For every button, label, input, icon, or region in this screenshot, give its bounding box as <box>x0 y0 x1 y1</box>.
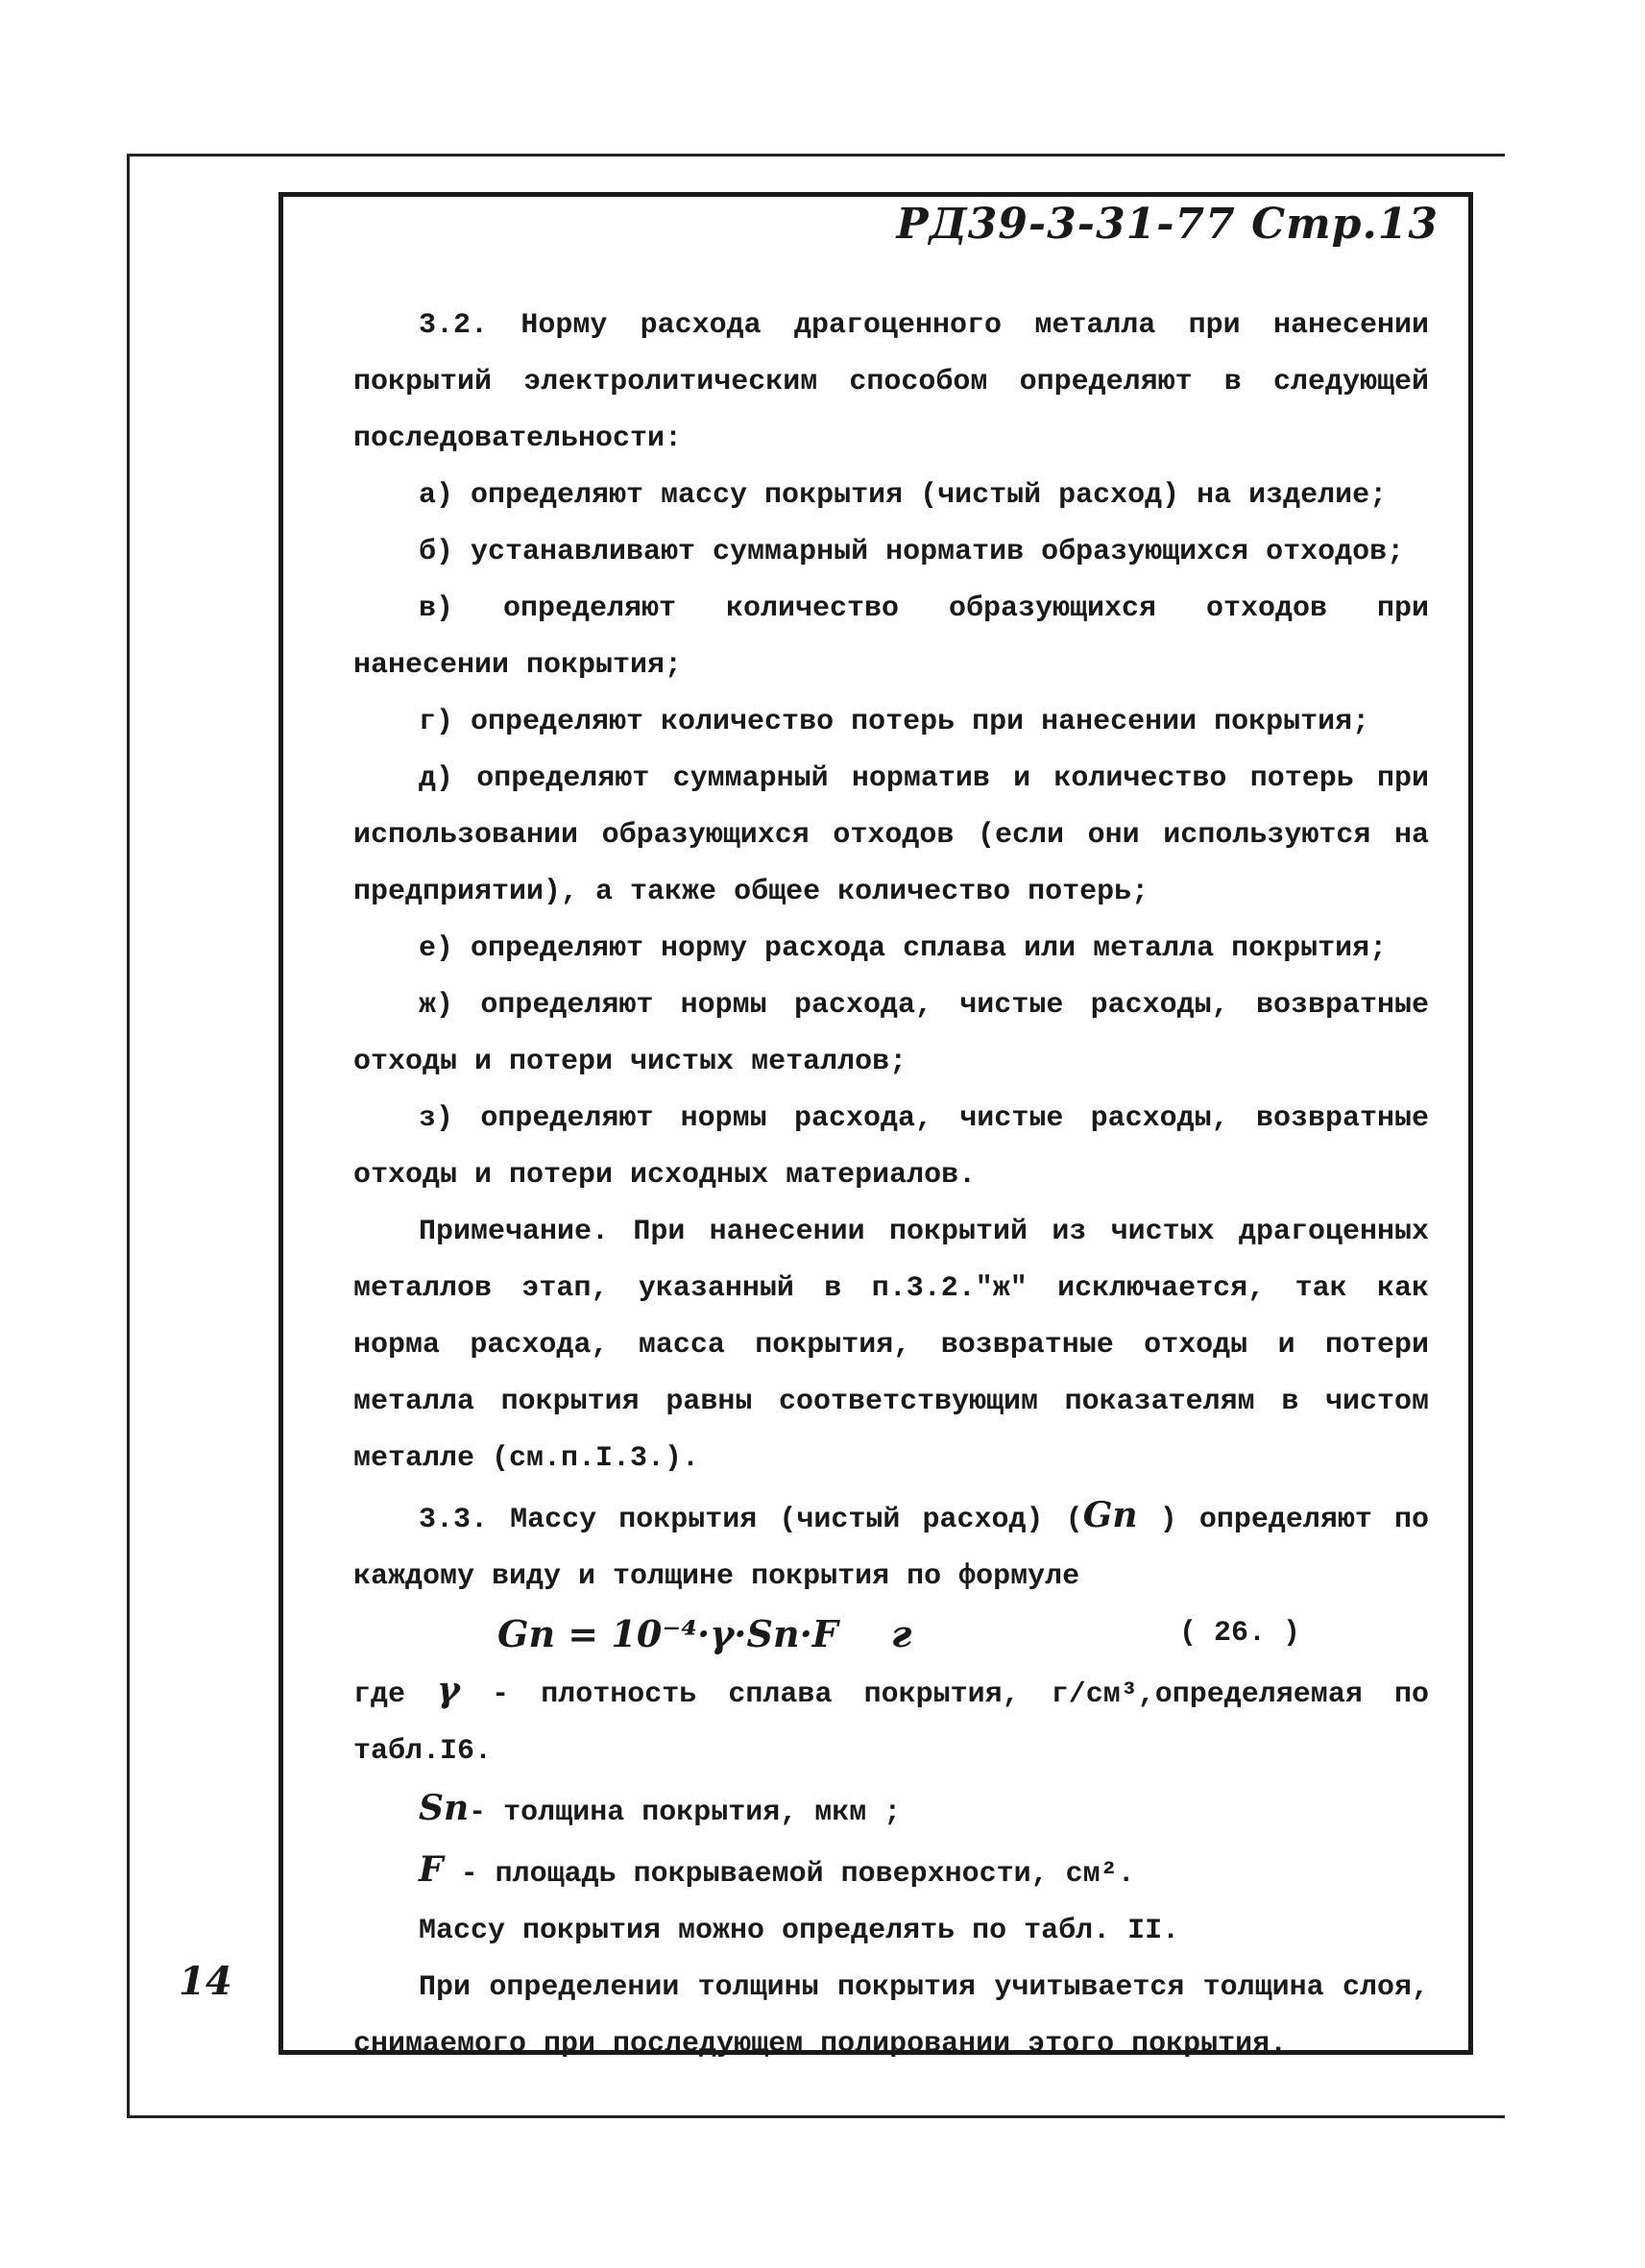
f-line <box>353 1842 1429 1903</box>
list-item-zh: ж) определяют нормы расхода, чистые расходы, возвратные отходы и потери чистых металлов; <box>353 989 1429 1078</box>
final-paragraph: При определении толщины покрытия учитывается толщина слоя, снимаемого при последующем полировании этого покрытия. <box>353 1971 1429 2061</box>
sn-symbol: Sп <box>419 1788 470 1828</box>
where-label: где <box>353 1678 406 1711</box>
formula-number: ( 26. ) <box>1179 1617 1301 1650</box>
list-item-e: е) определяют норму расхода сплава или металла покрытия; <box>419 932 1388 965</box>
list-item-b: б) устанавливают суммарный норматив образующихся отходов; <box>419 536 1405 568</box>
mass-table-line: Массу покрытия можно определять по табл. II. <box>419 1915 1180 1947</box>
list-item-v: в) определяют количество образующихся отходов при нанесении покрытия; <box>353 592 1429 682</box>
sn-definition: - толщина покрытия, мкм ; <box>469 1797 902 1829</box>
note-paragraph: Примечание. При нанесении покрытий из чистых драгоценных металлов этап, указанный в п.3.2."ж" исключается, так как норма расхода, масса покрытия, возвратные отходы и потери металла покрытия равны соответствующим показателям в чистом металле (см.п.I.3.). <box>353 1216 1429 1475</box>
document-code: РД39-3-31-77 Стр.13 <box>896 200 1439 249</box>
p33-text-a: 3.3. Массу покрытия (чистый расход) ( <box>419 1504 1083 1536</box>
gamma-definition: - плотность сплава покрытия, г/см³,определяемая по табл.I6. <box>353 1678 1429 1768</box>
page-content <box>353 298 1429 2073</box>
formula-expression: Gп = 10⁻⁴·γ·Sп·F <box>497 1612 838 1655</box>
list-item-d: д) определяют суммарный норматив и количество потерь при использовании образующихся отходов (если они используются на предприятии), а также общее количество потерь; <box>353 762 1429 908</box>
paragraph-3-3 <box>353 1487 1429 1605</box>
list-item-a: а) определяют массу покрытия (чистый расход) на изделие; <box>419 479 1388 512</box>
paragraph-3-2: 3.2. Норму расхода драгоценного металла при нанесении покрытий электролитическим способом определяют в следующей последовательности: <box>353 309 1429 455</box>
f-definition: - площадь покрываемой поверхности, см². <box>460 1858 1135 1891</box>
f-symbol: F <box>419 1849 444 1890</box>
formula-unit: г <box>891 1612 912 1655</box>
page-number: 14 <box>179 1959 232 2004</box>
where-gamma-line <box>353 1662 1429 1780</box>
gamma-symbol: γ <box>437 1670 460 1710</box>
sn-line <box>353 1780 1429 1842</box>
p33-text-b: ) определяют по каждому виду и толщине покрытия по формуле <box>353 1504 1430 1593</box>
formula-26 <box>353 1605 1429 1662</box>
list-item-z: з) определяют нормы расхода, чистые расходы, возвратные отходы и потери исходных материалов. <box>353 1102 1429 1192</box>
list-item-g: г) определяют количество потерь при нанесении покрытия; <box>419 706 1370 738</box>
gp-symbol: Gп <box>1082 1495 1138 1535</box>
